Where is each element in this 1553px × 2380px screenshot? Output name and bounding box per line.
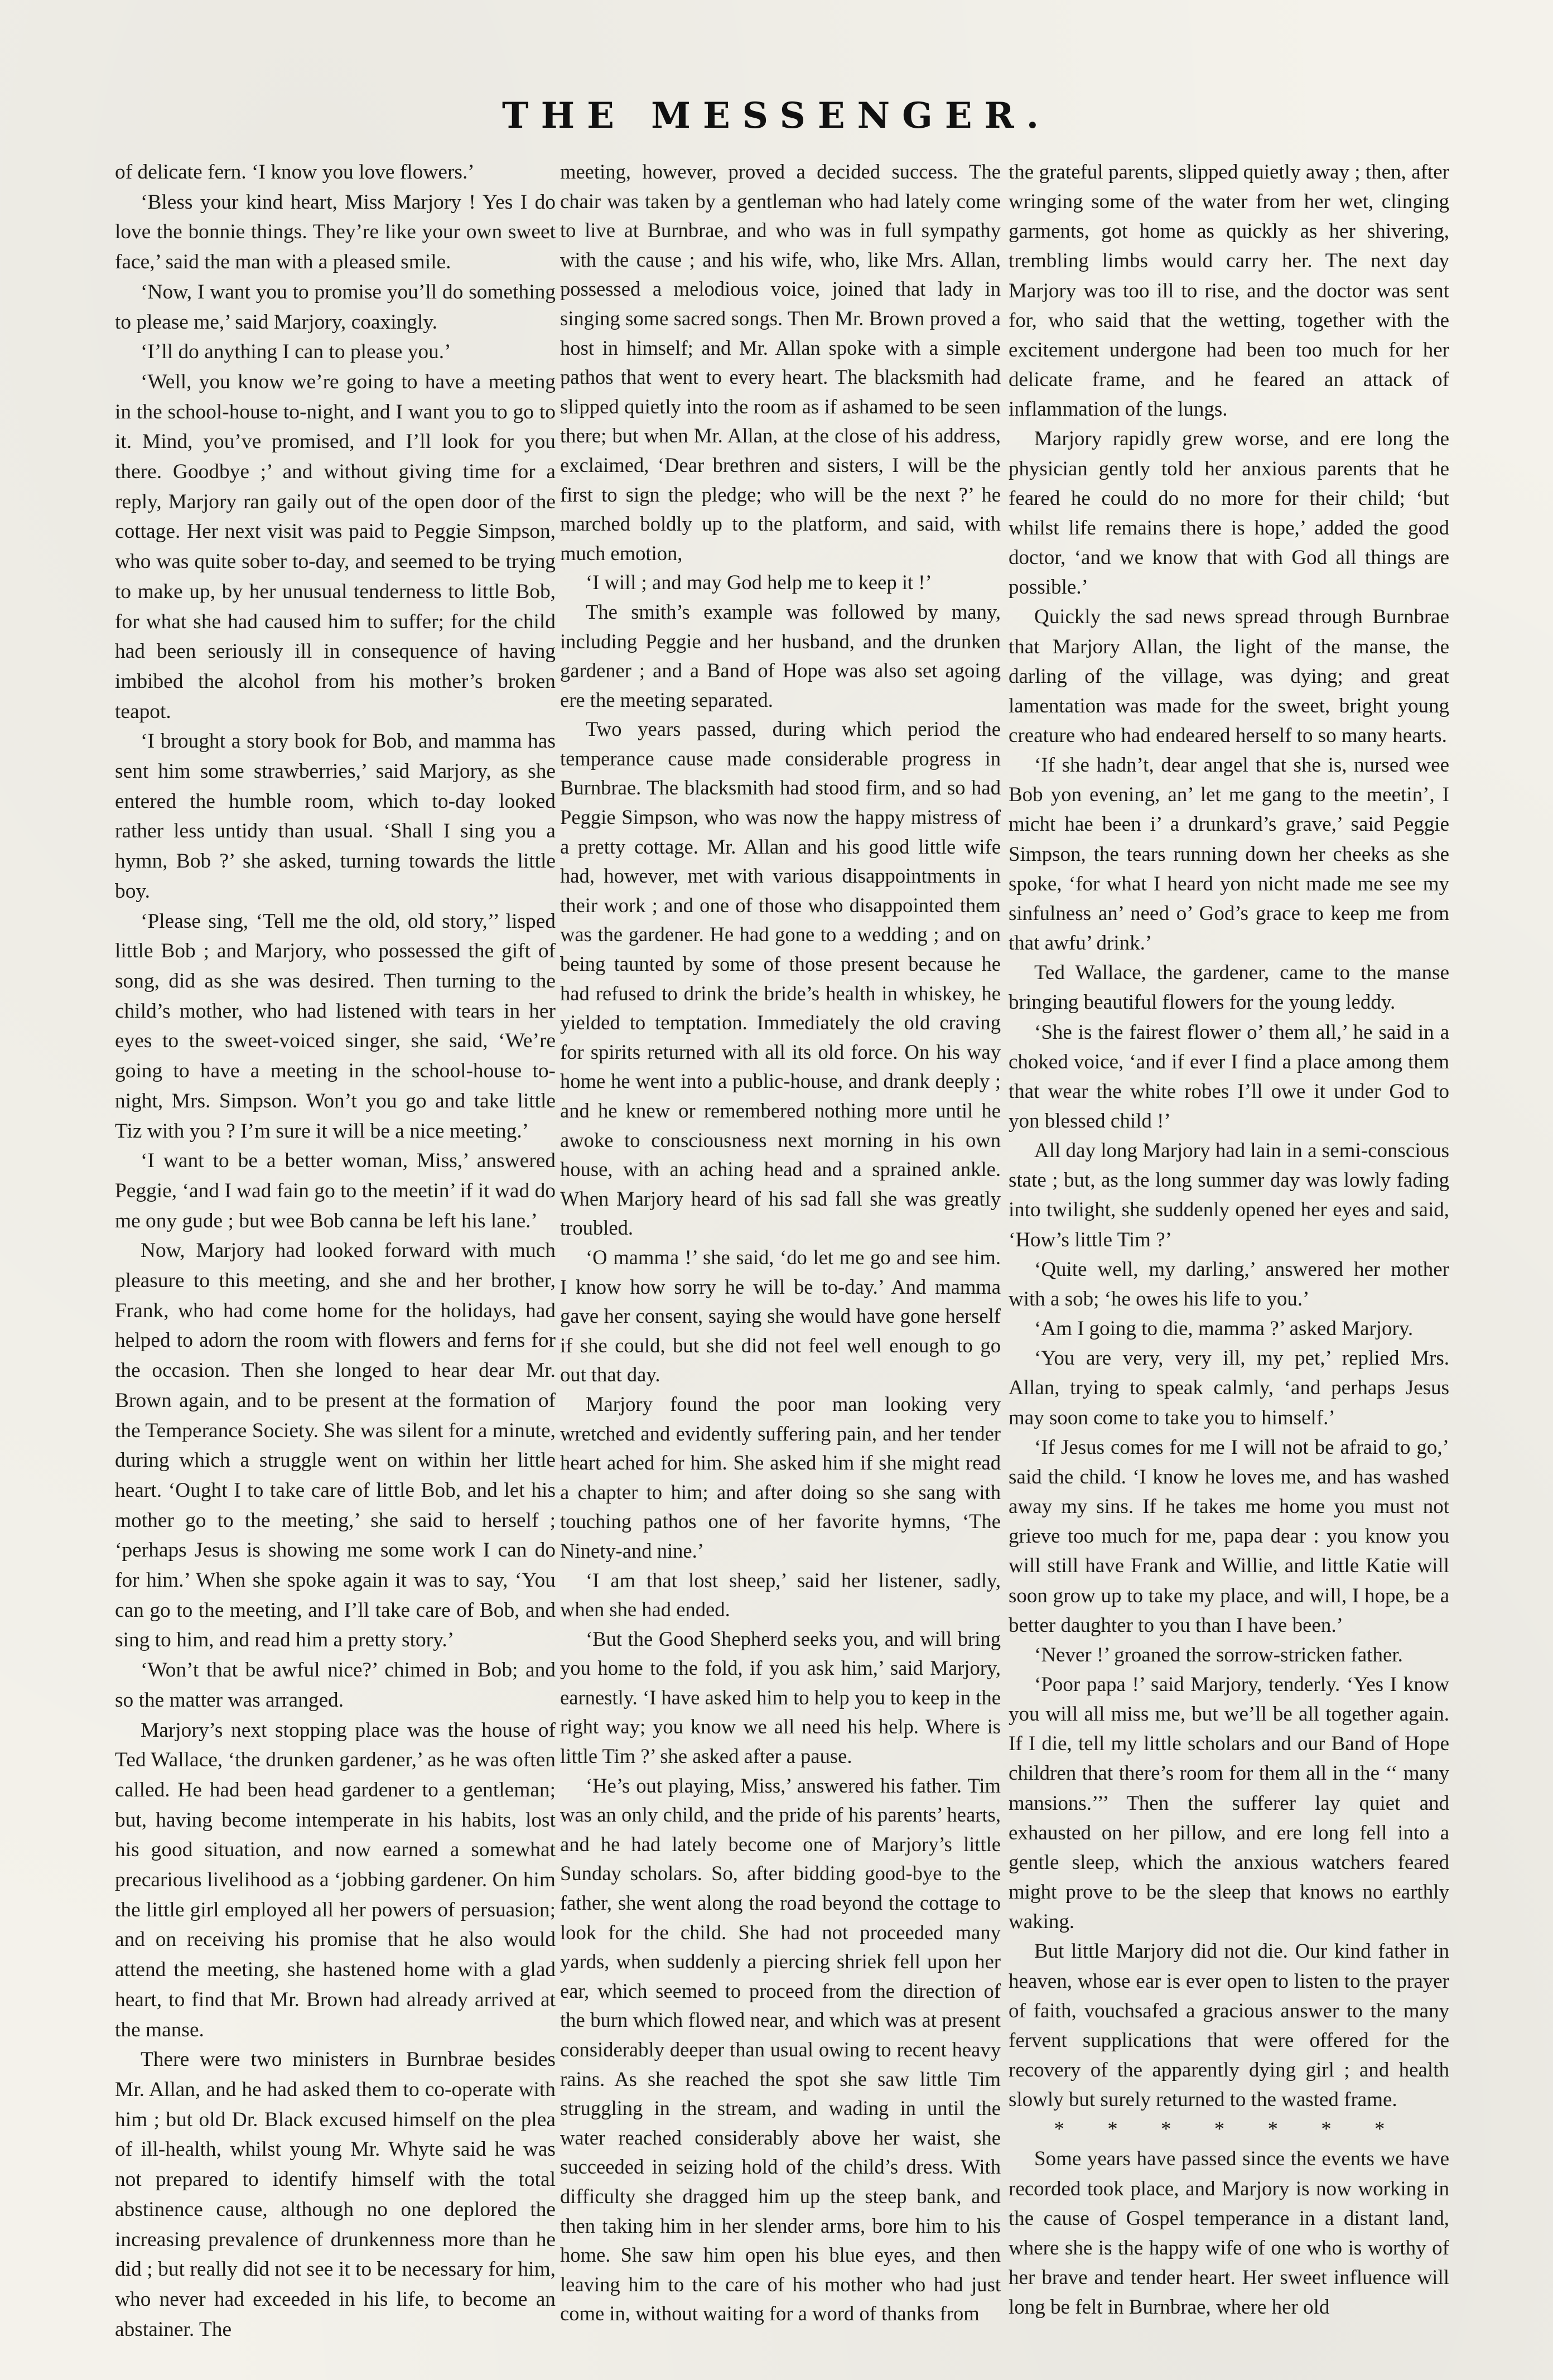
column-3 [1009, 157, 1449, 2367]
paragraph: ‘I will ; and may God help me to keep it !’ [586, 571, 932, 594]
paragraph: But little Marjory did not die. Our kind father in heaven, whose ear is ever open to listen to the prayer of faith, vouchsafed a gracious answer to the many fervent supplications that were offered for the recovery of the apparently dying girl ; and health slowly but surely returned to the wasted frame. [1009, 1940, 1449, 2112]
paragraph: Quickly the sad news spread through Burnbrae that Marjory Allan, the light of the manse, the darling of the village, was dying; and great lamentation was made for the sweet, bright young creature who had endeared herself to so many hearts. [1009, 605, 1449, 747]
paragraph: The smith’s example was followed by many, including Peggie and her husband, and the drunken gardener ; and a Band of Hope was also set agoing ere the meeting separated. [560, 600, 1001, 711]
paragraph: ‘I am that lost sheep,’ said her listener, sadly, when she had ended. [560, 1568, 1001, 1621]
masthead-title: THE MESSENGER. [502, 95, 1051, 137]
paragraph: Marjory found the poor man looking very wretched and evidently suffering pain, and her tender heart ached for him. She asked him if she might read a chapter to him; and after doing so she sang with touching pathos one of her favorite hymns, ‘The Ninety-and nine.’ [560, 1392, 1001, 1562]
paragraph: ‘Never !’ groaned the sorrow-stricken father. [1034, 1643, 1403, 1666]
paragraph: ‘Now, I want you to promise you’ll do something to please me,’ said Marjory, coaxingly. [115, 280, 556, 334]
paragraph: Now, Marjory had looked forward with much pleasure to this meeting, and she and her brother, Frank, who had come home for the holidays, had helped to adorn the room with flowers and ferns for the occasion. Then she longed to hear dear Mr. Brown again, and to be present at the formation of the Temperance Society. She was silent for a minute, during which a struggle went on within her little heart. ‘Ought I to take care of little Bob, and let his mother go to the meeting,’ she said to herself ; ‘perhaps Jesus is showing me some work I can do for him.’ When she spoke again it was to say, ‘You can go to the meeting, and I’ll take care of Bob, and sing to him, and read him a pretty story.’ [115, 1239, 556, 1652]
paragraph: ‘But the Good Shepherd seeks you, and will bring you home to the fold, if you ask him,’ said Marjory, earnestly. ‘I have asked him to help you to keep in the right way; you know we all need his help. Where is little Tim ?’ she asked after a pause. [560, 1627, 1001, 1768]
paragraph: ‘Bless your kind heart, Miss Marjory ! Yes I do love the bonnie things. They’re like your own sweet face,’ said the man with a pleased smile. [115, 190, 556, 274]
paragraph: ‘O mamma !’ she said, ‘do let me go and see him. I know how sorry he will be to-day.’ And mamma gave her consent, saying she would have gone herself if she could, but she did not feel well enough to go out that day. [560, 1245, 1001, 1386]
paragraph: ‘Please sing, ‘Tell me the old, old story,’’ lisped little Bob ; and Marjory, who possessed the gift of song, did as she was desired. Then turning to the child’s mother, who had listened with tears in her eyes to the sweet-voiced singer, she said, ‘We’re going to have a meeting in the school-house to-night, Mrs. Simpson. Won’t you go and take little Tiz with you ? I’m sure it will be a nice meeting.’ [115, 909, 556, 1143]
paragraph: the grateful parents, slipped quietly away ; then, after wringing some of the water from her wet, clinging garments, got home as quickly as her shivering, trembling limbs would carry her. The next day Marjory was too ill to rise, and the doctor was sent for, who said that the wetting, together with the excitement undergone had been too much for her delicate frame, and he feared an attack of inflammation of the lungs. [1009, 161, 1449, 421]
paragraph: Some years have passed since the events we have recorded took place, and Marjory is now working in the cause of Gospel temperance in a distant land, where she is the happy wife of one who is worthy of her brave and tender heart. Her sweet influence will long be felt in Burnbrae, where her old [1009, 2147, 1449, 2319]
paragraph: of delicate fern. ‘I know you love flowers.’ [115, 161, 475, 184]
paragraph: ‘I’ll do anything I can to please you.’ [141, 340, 451, 364]
paragraph: There were two ministers in Burnbrae besides Mr. Allan, and he had asked them to co-operate with him ; but old Dr. Black excused himself on the plea of ill-health, whilst young Mr. Whyte said he was not prepared to identify himself with the total abstinence cause, although no one deplored the increasing prevalence of drunkenness more than he did ; but really did not see it to be necessary for him, who never had exceeded in his life, to become an abstainer. The [115, 2048, 556, 2341]
paragraph: Ted Wallace, the gardener, came to the manse bringing beautiful flowers for the young leddy. [1009, 961, 1449, 1014]
paragraph: ‘Am I going to die, mamma ?’ asked Marjory. [1034, 1317, 1414, 1341]
column-2 [560, 157, 1001, 2367]
paragraph: ‘If she hadn’t, dear angel that she is, nursed wee Bob yon evening, an’ let me gang to the meetin’, I micht hae been i’ a drunkard’s grave,’ said Peggie Simpson, the tears running down her cheeks as she spoke, ‘for what I heard yon nicht made me see my sinfulness an’ need o’ God’s grace to keep me from that awfu’ drink.’ [1009, 754, 1449, 955]
paragraph: Marjory’s next stopping place was the house of Ted Wallace, ‘the drunken gardener,’ as he was often called. He had been head gardener to a gentleman; but, having become intemperate in his habits, lost his good situation, and now earned a somewhat precarious livelihood as a ‘jobbing gardener. On him the little girl employed all her powers of persuasion; and on receiving his promise that he also would attend the meeting, she hastened home with a glad heart, to find that Mr. Brown had already arrived at the manse. [115, 1718, 556, 2041]
paragraph: ‘Poor papa !’ said Marjory, tenderly. ‘Yes I know you will all miss me, but we’ll be all together again. If I die, tell my little scholars and our Band of Hope children that there’s room for them all in the ‘‘ many mansions.’’’ Then the sufferer lay quiet and exhausted on her pillow, and ere long fell into a gentle sleep, which the anxious watchers feared might prove to be the sleep that knows no earthly waking. [1009, 1673, 1449, 1934]
paragraph: All day long Marjory had lain in a semi-conscious state ; but, as the long summer day was lowly fading into twilight, she suddenly opened her eyes and said, ‘How’s little Tim ?’ [1009, 1139, 1449, 1251]
paragraph: ‘Won’t that be awful nice?’ chimed in Bob; and so the matter was arranged. [115, 1659, 556, 1712]
paragraph: ‘You are very, very ill, my pet,’ replied Mrs. Allan, trying to speak calmly, ‘and perhaps Jesus may soon come to take you to himself.’ [1009, 1347, 1449, 1429]
paragraph: ‘He’s out playing, Miss,’ answered his father. Tim was an only child, and the pride of his parents’ hearts, and he had lately become one of Marjory’s little Sunday scholars. So, after bidding good-bye to the father, she went along the road beyond the cottage to look for the child. She had not proceeded many yards, when suddenly a piercing shriek fell upon her ear, which seemed to proceed from the direction of the burn which flowed near, and which was at present considerably deeper than usual owing to recent heavy rains. As she reached the spot she saw little Tim struggling in the stream, and wading in until the water reached considerably above her waist, she succeeded in seizing hold of the child’s dress. With difficulty she dragged him up the steep bank, and then taking him in her slender arms, bore him to his home. She saw him open his blue eyes, and then leaving him to the care of his mother who had just come in, without waiting for a word of thanks from [560, 1774, 1001, 2325]
paragraph: Marjory rapidly grew worse, and ere long the physician gently told her anxious parents that he feared he could do no more for their child; ‘but whilst life remains there is hope,’ added the good doctor, ‘and we know that with God all things are possible.’ [1009, 427, 1449, 599]
paragraph: ‘Quite well, my darling,’ answered her mother with a sob; ‘he owes his life to you.’ [1009, 1258, 1449, 1311]
paragraph: ‘I want to be a better woman, Miss,’ answered Peggie, ‘and I wad fain go to the meetin’ if it wad do me ony gude ; but wee Bob canna be left his lane.’ [115, 1149, 556, 1232]
paragraph: Two years passed, during which period the temperance cause made considerable progress in Burnbrae. The blacksmith had stood firm, and so had Peggie Simpson, who was now the happy mistress of a pretty cottage. Mr. Allan and his good little wife had, however, met with various disappointments in their work ; and one of those who disappointed them was the gardener. He had gone to a wedding ; and on being taunted by some of those present because he had refused to drink the bride’s health in whiskey, he yielded to temptation. Immediately the old craving for spirits returned with all its old force. On his way home he went into a public-house, and drank deeply ; and he knew or remembered nothing more until he awoke to consciousness next morning in his own house, with an aching head and a sprained ankle. When Marjory heard of his sad fall she was greatly troubled. [560, 717, 1001, 1240]
paragraph: meeting, however, proved a decided success. The chair was taken by a gentleman who had lately come to live at Burnbrae, and who was in full sympathy with the cause ; and his wife, who, like Mrs. Allan, possessed a melodious voice, joined that lady in singing some sacred songs. Then Mr. Brown proved a host in himself; and Mr. Allan spoke with a simple pathos that went to every heart. The blacksmith had slipped quietly into the room as if ashamed to be seen there; but when Mr. Allan, at the close of his address, exclaimed, ‘Dear brethren and sisters, I will be the first to sign the pledge; who will be the next ?’ he marched boldly up to the platform, and said, with much emotion, [560, 160, 1001, 565]
section-divider: * * * * * * * [1054, 2118, 1404, 2141]
paragraph: ‘If Jesus comes for me I will not be afraid to go,’ said the child. ‘I know he loves me, and has washed away my sins. If he takes me home you must not grieve too much for me, papa dear : you know you will still have Frank and Willie, and little Katie will soon grow up to take my place, and will, I hope, be a better daughter to you than I have been.’ [1009, 1435, 1449, 1637]
column-1 [115, 157, 556, 2367]
paragraph: ‘She is the fairest flower o’ them all,’ he said in a choked voice, ‘and if ever I find a place among them that wear the white robes I’ll owe it under God to yon blessed child !’ [1009, 1020, 1449, 1133]
paragraph: ‘I brought a story book for Bob, and mamma has sent him some strawberries,’ said Marjory, as she entered the humble room, which to-day looked rather less untidy than usual. ‘Shall I sing you a hymn, Bob ?’ she asked, turning towards the little boy. [115, 730, 556, 903]
paragraph: ‘Well, you know we’re going to have a meeting in the school-house to-night, and I want you to go to it. Mind, you’ve promised, and I’ll look for you there. Goodbye ;’ and without giving time for a reply, Marjory ran gaily out of the open door of the cottage. Her next visit was paid to Peggie Simpson, who was quite sober to-day, and seemed to be trying to make up, by her unusual tenderness to little Bob, for what she had caused him to suffer; for the child had been seriously ill in consequence of having imbibed the alcohol from his mother’s broken teapot. [115, 370, 556, 723]
